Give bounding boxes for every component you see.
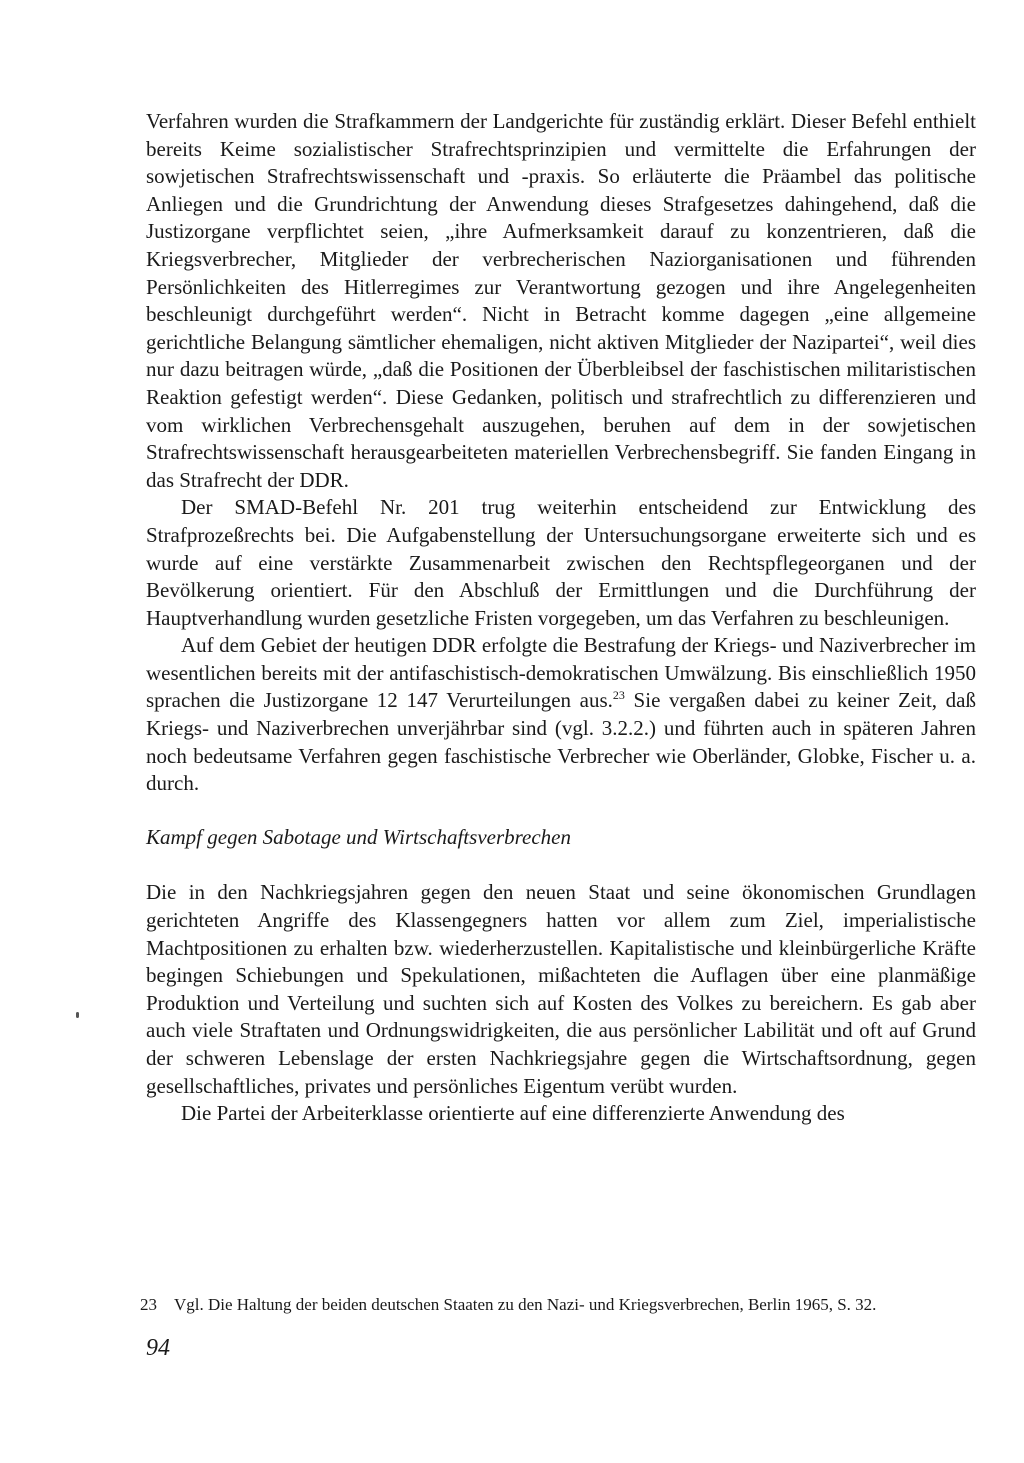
footnote-reference-23: 23 bbox=[612, 688, 625, 703]
paragraph-3 bbox=[146, 632, 976, 798]
paragraph-4: Die in den Nachkriegsjahren gegen den neuen Staat und seine ökonomischen Grundlagen gerichteten Angriffe des Klassengegners hatten vor allem zum Ziel, imperialistische Machtpositionen zu erhalten bzw. wiederherzustellen. Kapitalistische und kleinbürgerliche Kräfte begingen Schiebungen und Spekulationen, mißachteten die Auflagen über eine planmäßige Produktion und Verteilung und suchten sich auf Kosten des Volkes zu bereichern. Es gab aber auch viele Straftaten und Ordnungswidrigkeiten, die aus persönlicher Labilität und oft auf Grund der schweren Lebenslage der ersten Nachkriegsjahre gegen die Wirtschaftsordnung, gegen gesellschaftliches, privates und persönliches Eigentum verübt wurden. bbox=[146, 880, 976, 1098]
footnote-number: 23 bbox=[140, 1295, 157, 1314]
footnote-text: Vgl. Die Haltung der beiden deutschen Staaten zu den Nazi- und Kriegsverbrechen, Berlin 1965, S. 32. bbox=[173, 1295, 877, 1314]
paragraph-5: Die Partei der Arbeiterklasse orientierte auf eine differenzierte Anwendung des bbox=[181, 1101, 845, 1126]
footnote-23 bbox=[140, 1294, 976, 1316]
paragraph-3-part-2: Sie vergaßen dabei zu keiner Zeit, daß Kriegs- und Naziverbrechen unverjährbar sind (vgl. 3.2.2.) und führten auch in späteren Jahren noch bedeutsame Verfahren gegen faschistische Verbrecher wie Oberländer, Globke, Fischer u. a. durch. bbox=[146, 688, 976, 796]
paragraph-1: Verfahren wurden die Strafkammern der Landgerichte für zuständig erklärt. Dieser Befehl enthielt bereits Keime sozialistischer Strafrechtsprinzipien und vermittelte die Erfahrungen der sowjetischen Strafrechtswissenschaft und -praxis. So erläuterte die Präambel das politische Anliegen und die Grundrichtung der Anwendung dieses Strafgesetzes dahingehend, daß die Justizorgane verpflichtet seien, „ihre Aufmerksamkeit darauf zu konzentrieren, daß die Kriegsverbrecher, Mitglieder der verbrecherischen Naziorganisationen und führenden Persönlichkeiten des Hitlerregimes zur Verantwortung gezogen und ihre Angelegenheiten beschleunigt durchgeführt werden“. Nicht in Betracht komme dagegen „eine allgemeine gerichtliche Belangung sämtlicher ehemaligen, nicht aktiven Mitglieder der Nazipartei“, weil dies nur dazu beitragen würde, „daß die Positionen der Überbleibsel der faschistischen militaristischen Reaktion gefestigt werden“. Diese Gedanken, politisch und strafrechtlich zu differenzieren und vom wirklichen Verbrechensgehalt auszugehen, beruhen auf dem in der sowjetischen Strafrechtswissenschaft herausgearbeiteten materiellen Verbrechensbegriff. Sie fanden Eingang in das Strafrecht der DDR. bbox=[146, 109, 976, 492]
section-heading: Kampf gegen Sabotage und Wirtschaftsverbrechen bbox=[146, 824, 571, 849]
page-number: 94 bbox=[146, 1335, 170, 1361]
paragraph-2: Der SMAD-Befehl Nr. 201 trug weiterhin entscheidend zur Entwicklung des Strafprozeßrechts bei. Die Aufgabenstellung der Untersuchungsorgane erweiterte sich und es wurde auf eine verstärkte Zusammenarbeit zwischen den Rechtspflegeorganen und der Bevölkerung orientiert. Für den Abschluß der Ermittlungen und die Durchführung der Hauptverhandlung wurden gesetzliche Fristen vorgegeben, um das Verfahren zu beschleunigen. bbox=[146, 495, 976, 630]
scan-speck bbox=[76, 1012, 79, 1018]
main-text-column bbox=[146, 108, 976, 1128]
paragraph-3-part-1: Auf dem Gebiet der heutigen DDR erfolgte die Bestrafung der Kriegs- und Naziverbrecher im wesentlichen bereits mit der antifaschistisch-demokratischen Umwälzung. Bis einschließlich 1950 sprachen die Justizorgane 12 147 Verurteilungen aus. bbox=[146, 633, 976, 713]
